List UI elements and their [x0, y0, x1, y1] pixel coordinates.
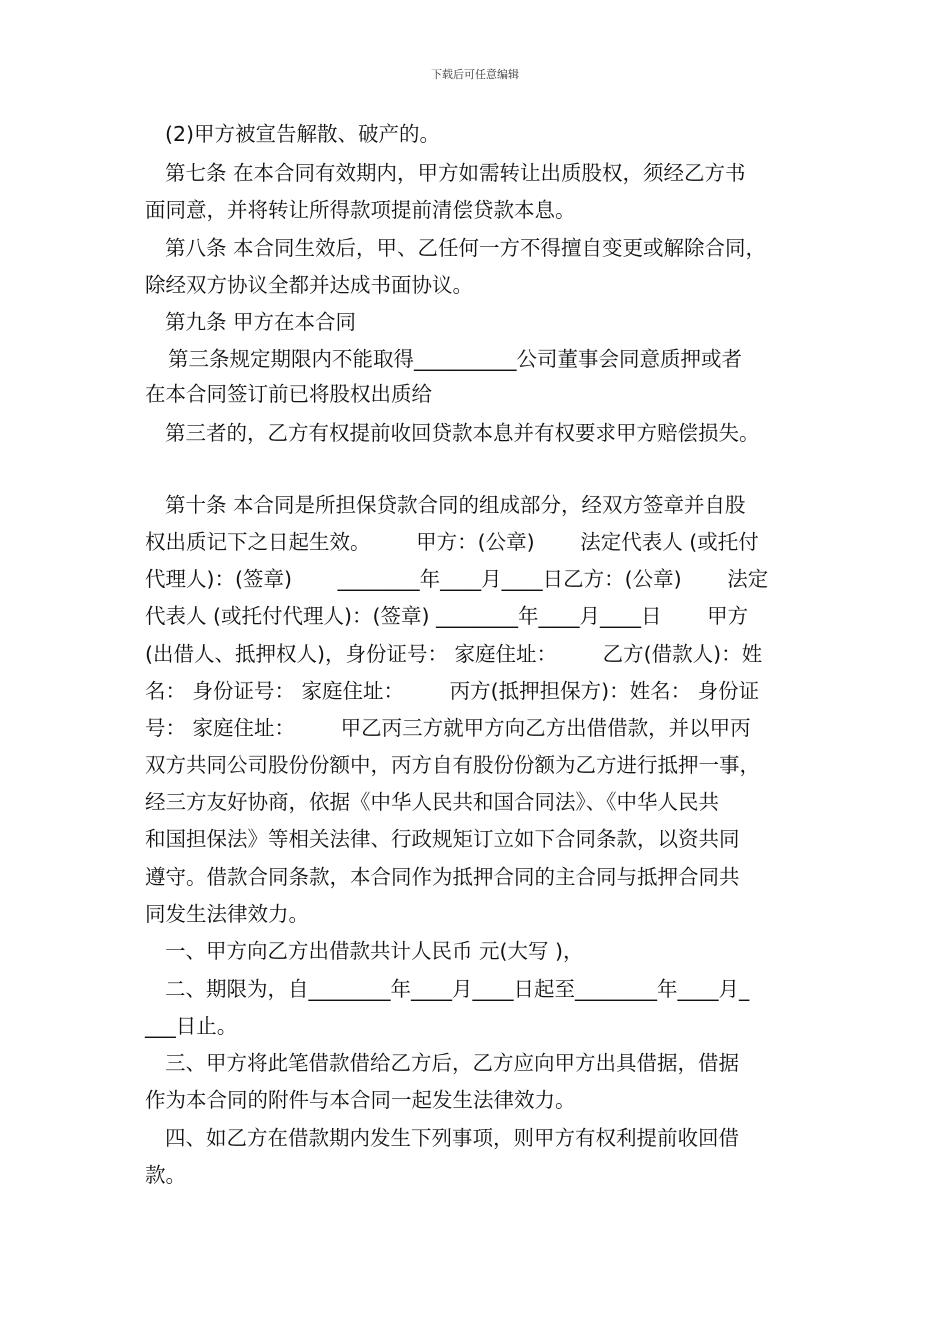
text-line: 遵守。借款合同条款，本合同作为抵押合同的主合同与抵押合同共 [145, 865, 740, 889]
text-line: (出借人、抵押权人)，身份证号： 家庭住址： 乙方(借款人)：姓 [145, 642, 763, 666]
text-line: 第三者的，乙方有权提前收回贷款本息并有权要求甲方赔偿损失。 [165, 421, 760, 445]
text-line: 和国担保法》等相关法律、行政规矩订立如下合同条款，以资共同 [145, 827, 740, 851]
text-line: 第七条 在本合同有效期内，甲方如需转让出质股权，须经乙方书 [165, 161, 746, 185]
text-line: 经三方友好协商，依据《中华人民共和国合同法》、《中华人民共 [145, 790, 719, 814]
text-line: 款。 [145, 1163, 186, 1187]
text-line: 一、甲方向乙方出借款共计人民币 元(大写 )， [165, 939, 584, 963]
text-line: 第三条规定期限内不能取得__________公司董事会同意质押或者 [168, 347, 742, 371]
text-line: 二、期限为，自________年____月____日起至________年____月_ [165, 977, 750, 1001]
text-line: 面同意，并将转让所得款项提前清偿贷款本息。 [145, 198, 576, 222]
text-line: 四、如乙方在借款期内发生下列事项，则甲方有权利提前收回借 [165, 1126, 739, 1150]
text-line: 号： 家庭住址： 甲乙丙三方就甲方向乙方出借借款，并以甲丙 [145, 716, 751, 740]
text-line: 除经双方协议全都并达成书面协议。 [145, 273, 473, 297]
text-line: 三、甲方将此笔借款借给乙方后，乙方应向甲方出具借据，借据 [165, 1051, 739, 1075]
text-line: ___日止。 [145, 1014, 238, 1038]
text-line: 在本合同签订前已将股权出质给 [145, 382, 432, 406]
text-line: 双方共同公司股份份额中，丙方自有股份份额为乙方进行抵押一事， [145, 753, 760, 777]
text-line: 第十条 本合同是所担保贷款合同的组成部分，经双方签章并自股 [165, 493, 746, 517]
text-line: 第九条 甲方在本合同 [165, 310, 357, 334]
text-line: 作为本合同的附件与本合同一起发生法律效力。 [145, 1088, 576, 1112]
text-line: 第八条 本合同生效后，甲、乙任何一方不得擅自变更或解除合同， [165, 236, 767, 260]
text-line: (2)甲方被宣告解散、破产的。 [165, 122, 441, 146]
text-line: 代理人)：(签章) ________年____月____日乙方：(公章) 法定 [145, 567, 769, 591]
text-line: 权出质记下之日起生效。 甲方：(公章) 法定代表人 (或托付 [145, 530, 759, 554]
text-line: 同发生法律效力。 [145, 902, 309, 926]
page-header: 下载后可任意编辑 [431, 68, 519, 81]
text-line: 名： 身份证号： 家庭住址： 丙方(抵押担保方)：姓名： 身份证 [145, 679, 760, 703]
text-line: 代表人 (或托付代理人)：(签章) ________年____月____日 甲方 [145, 604, 749, 628]
